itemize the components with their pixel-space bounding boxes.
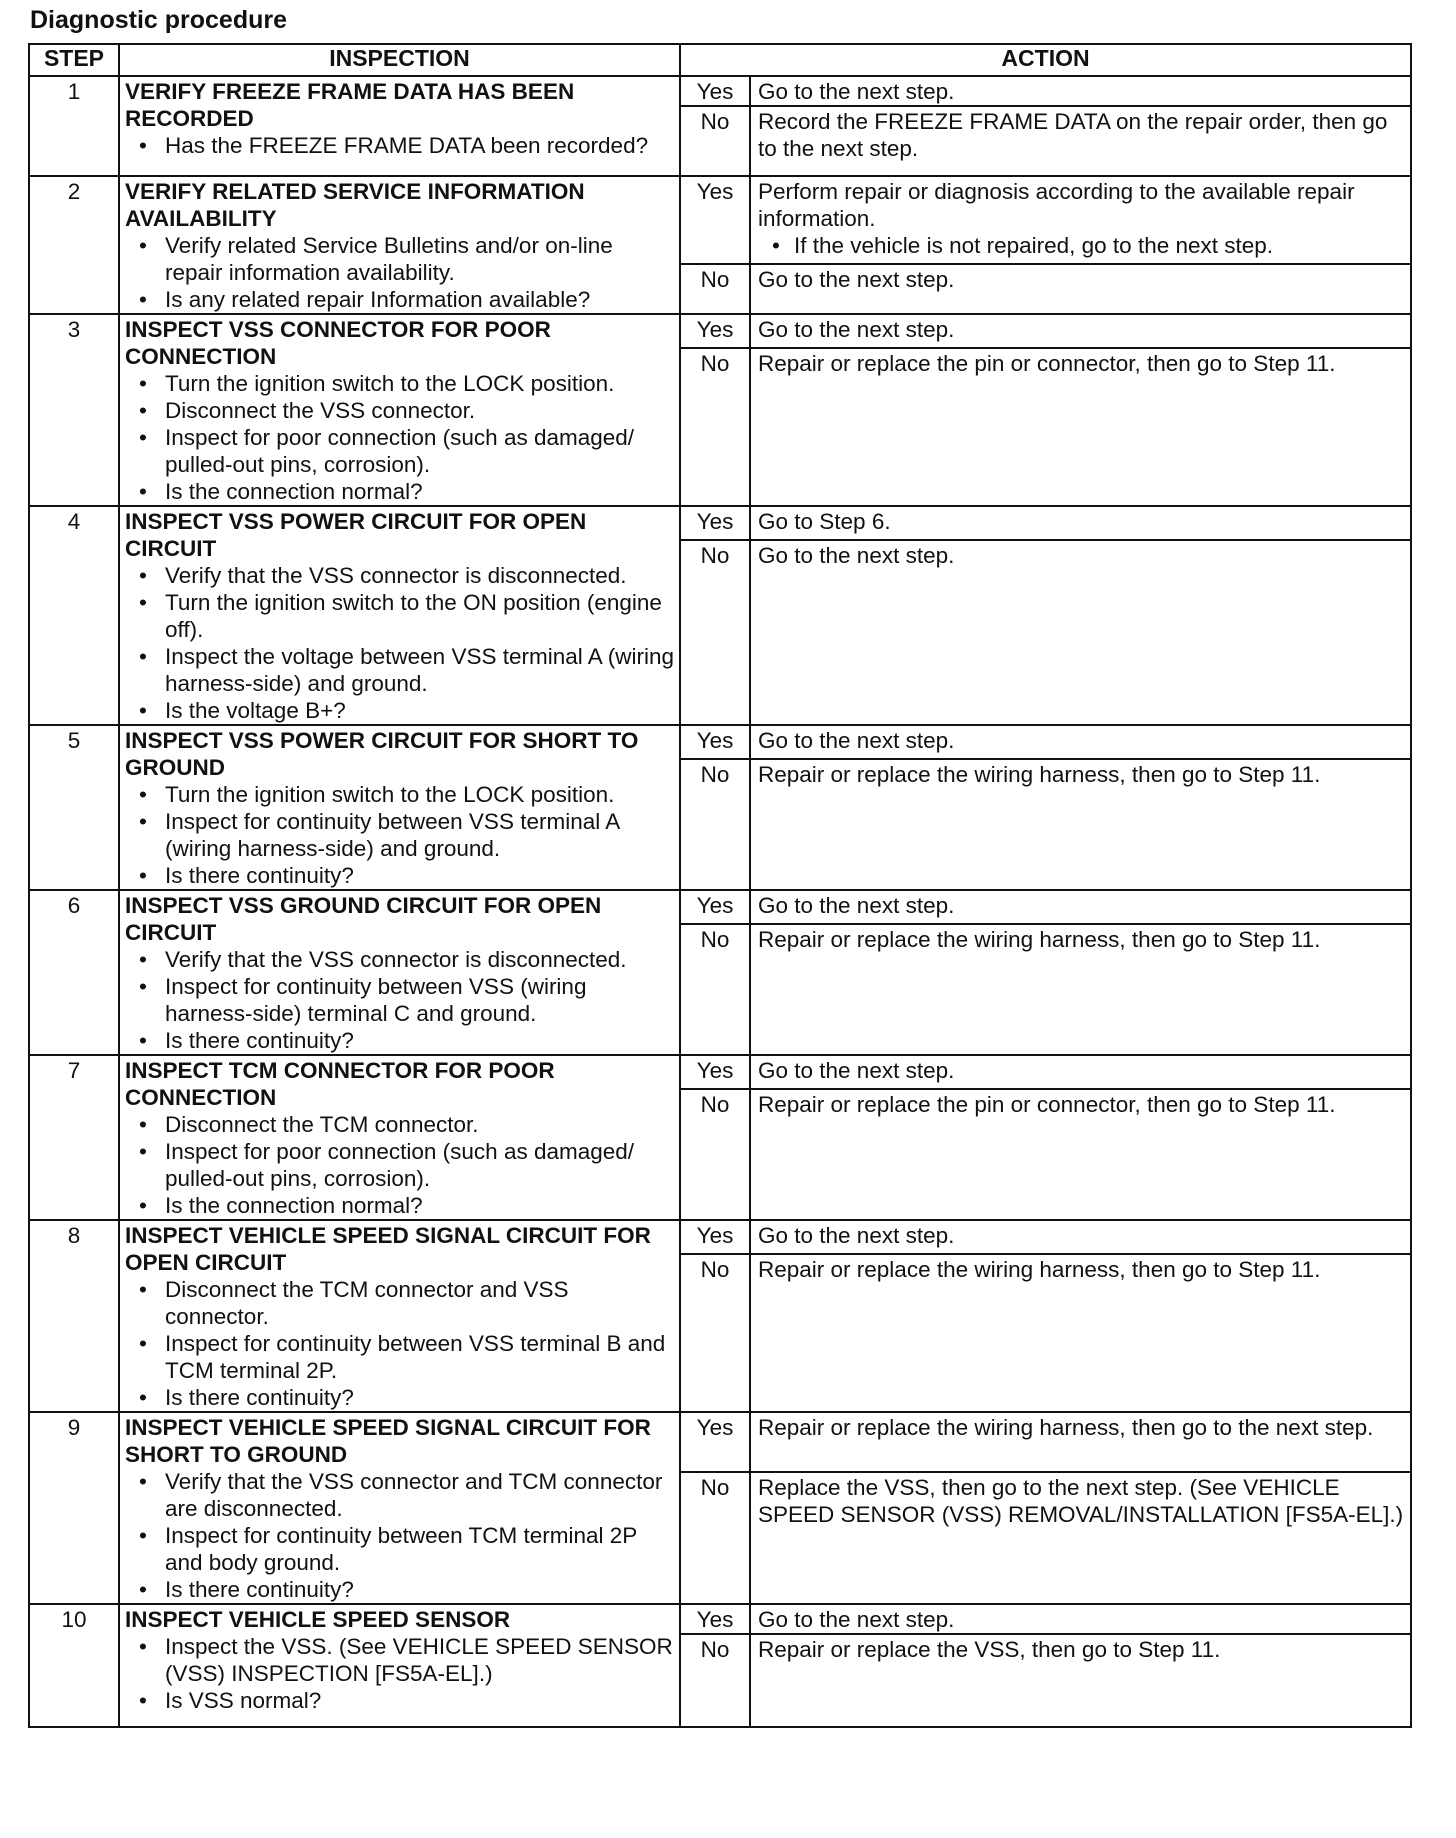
yes-label: Yes	[680, 76, 750, 106]
no-label: No	[680, 759, 750, 890]
inspection-item: • Is there continuity?	[125, 1384, 675, 1411]
no-label: No	[680, 924, 750, 1055]
inspection-title: VERIFY RELATED SERVICE INFORMATION AVAILABILITY	[125, 179, 585, 231]
yes-label: Yes	[680, 314, 750, 348]
no-action	[750, 1634, 1411, 1727]
step-row-9	[29, 1412, 1411, 1472]
action-column-header: ACTION	[680, 44, 1411, 76]
no-label: No	[680, 106, 750, 176]
yes-action	[750, 506, 1411, 540]
inspection-cell	[119, 314, 680, 506]
yes-action	[750, 314, 1411, 348]
yes-action	[750, 890, 1411, 924]
inspection-checklist	[125, 1468, 675, 1603]
action-text: Replace the VSS, then go to the next step. (See VEHICLE SPEED SENSOR (VSS) REMOVAL/INSTALLATION [FS5A-EL].)	[758, 1474, 1404, 1527]
inspection-cell	[119, 890, 680, 1055]
yes-action	[750, 1412, 1411, 1472]
no-action	[750, 348, 1411, 506]
step-number: 4	[29, 506, 119, 725]
no-label: No	[680, 1254, 750, 1412]
no-label: No	[680, 1089, 750, 1220]
inspection-item: • Turn the ignition switch to the LOCK position.	[125, 781, 675, 808]
inspection-checklist	[125, 1633, 675, 1714]
inspection-item: • Disconnect the TCM connector.	[125, 1111, 675, 1138]
inspection-item: • Inspect for poor connection (such as damaged/ pulled-out pins, corrosion).	[125, 424, 675, 478]
step-row-6	[29, 890, 1411, 924]
inspection-cell	[119, 76, 680, 176]
action-text: Go to the next step.	[758, 893, 955, 918]
yes-action	[750, 1055, 1411, 1089]
inspection-checklist	[125, 1111, 675, 1219]
step-number: 1	[29, 76, 119, 176]
inspection-checklist	[125, 232, 675, 313]
no-action	[750, 1472, 1411, 1604]
step-column-header: STEP	[29, 44, 119, 76]
action-text: Repair or replace the wiring harness, then go to Step 11.	[758, 1256, 1321, 1282]
yes-action	[750, 76, 1411, 106]
inspection-item: • Is VSS normal?	[125, 1687, 675, 1714]
yes-label: Yes	[680, 1604, 750, 1634]
action-text: Go to the next step.	[758, 1607, 955, 1632]
inspection-title: INSPECT VEHICLE SPEED SENSOR	[125, 1607, 511, 1632]
inspection-checklist	[125, 1276, 675, 1411]
action-text: Go to the next step.	[758, 267, 955, 293]
action-text: Repair or replace the pin or connector, then go to Step 11.	[758, 350, 1336, 376]
inspection-title: INSPECT TCM CONNECTOR FOR POOR CONNECTION	[125, 1058, 555, 1110]
action-text: Go to the next step.	[758, 1058, 955, 1083]
inspection-title: INSPECT VEHICLE SPEED SIGNAL CIRCUIT FOR SHORT TO GROUND	[125, 1415, 651, 1467]
inspection-title: INSPECT VSS POWER CIRCUIT FOR OPEN CIRCUIT	[125, 509, 587, 561]
inspection-cell	[119, 1604, 680, 1727]
inspection-item: • Is there continuity?	[125, 1027, 675, 1054]
step-number: 8	[29, 1220, 119, 1412]
action-text: Go to the next step.	[758, 79, 955, 104]
inspection-column-header: INSPECTION	[119, 44, 680, 76]
yes-action	[750, 1220, 1411, 1254]
no-action	[750, 924, 1411, 1055]
action-text: Record the FREEZE FRAME DATA on the repair order, then go to the next step.	[758, 109, 1388, 161]
inspection-title: INSPECT VEHICLE SPEED SIGNAL CIRCUIT FOR OPEN CIRCUIT	[125, 1223, 651, 1275]
inspection-item: • Is the voltage B+?	[125, 697, 675, 724]
step-row-3	[29, 314, 1411, 348]
inspection-checklist	[125, 781, 675, 889]
table-header-row	[29, 44, 1411, 76]
yes-action	[750, 725, 1411, 759]
inspection-item: • Verify related Service Bulletins and/or on-line repair information availability.	[125, 232, 675, 286]
inspection-item: • Verify that the VSS connector is disconnected.	[125, 946, 675, 973]
inspection-cell	[119, 176, 680, 314]
inspection-cell	[119, 725, 680, 890]
no-label: No	[680, 1472, 750, 1604]
step-number: 2	[29, 176, 119, 314]
no-label: No	[680, 348, 750, 506]
inspection-item: • Inspect for continuity between VSS (wiring harness-side) terminal C and ground.	[125, 973, 675, 1027]
inspection-title: INSPECT VSS GROUND CIRCUIT FOR OPEN CIRCUIT	[125, 893, 602, 945]
inspection-item: • Turn the ignition switch to the ON position (engine off).	[125, 589, 675, 643]
inspection-checklist	[125, 370, 675, 505]
yes-label: Yes	[680, 1055, 750, 1089]
yes-label: Yes	[680, 725, 750, 759]
action-text: Repair or replace the pin or connector, then go to Step 11.	[758, 1091, 1336, 1117]
action-text: Perform repair or diagnosis according to the available repair information.	[758, 179, 1355, 231]
inspection-title: INSPECT VSS CONNECTOR FOR POOR CONNECTION	[125, 317, 551, 369]
no-action	[750, 106, 1411, 176]
no-label: No	[680, 1634, 750, 1727]
inspection-checklist	[125, 132, 675, 159]
action-text: Repair or replace the VSS, then go to Step 11.	[758, 1637, 1221, 1662]
action-text: Go to the next step.	[758, 1223, 955, 1248]
inspection-title: VERIFY FREEZE FRAME DATA HAS BEEN RECORDED	[125, 79, 575, 131]
inspection-title: INSPECT VSS POWER CIRCUIT FOR SHORT TO GROUND	[125, 728, 639, 780]
inspection-item: • Is the connection normal?	[125, 1192, 675, 1219]
yes-label: Yes	[680, 176, 750, 264]
step-row-8	[29, 1220, 1411, 1254]
step-number: 5	[29, 725, 119, 890]
step-row-4	[29, 506, 1411, 540]
inspection-checklist	[125, 562, 675, 724]
inspection-item: • Inspect for continuity between VSS terminal B and TCM terminal 2P.	[125, 1330, 675, 1384]
inspection-item: • Has the FREEZE FRAME DATA been recorded?	[125, 132, 675, 159]
action-subitem: • If the vehicle is not repaired, go to the next step.	[758, 232, 1404, 259]
step-number: 6	[29, 890, 119, 1055]
action-text: Repair or replace the wiring harness, then go to Step 11.	[758, 926, 1321, 952]
no-action	[750, 759, 1411, 890]
inspection-item: • Inspect the voltage between VSS terminal A (wiring harness-side) and ground.	[125, 643, 675, 697]
no-label: No	[680, 540, 750, 725]
inspection-item: • Inspect for continuity between TCM terminal 2P and body ground.	[125, 1522, 675, 1576]
inspection-item: • Turn the ignition switch to the LOCK position.	[125, 370, 675, 397]
inspection-item: • Is the connection normal?	[125, 478, 675, 505]
action-subitems	[758, 232, 1404, 259]
yes-label: Yes	[680, 1412, 750, 1472]
yes-action	[750, 176, 1411, 264]
step-row-1	[29, 76, 1411, 106]
no-action	[750, 1089, 1411, 1220]
inspection-item: • Inspect the VSS. (See VEHICLE SPEED SENSOR (VSS) INSPECTION [FS5A-EL].)	[125, 1633, 675, 1687]
inspection-cell	[119, 1412, 680, 1604]
inspection-checklist	[125, 946, 675, 1054]
no-action	[750, 1254, 1411, 1412]
step-row-10	[29, 1604, 1411, 1634]
inspection-cell	[119, 1055, 680, 1220]
yes-action	[750, 1604, 1411, 1634]
action-text: Repair or replace the wiring harness, then go to the next step.	[758, 1415, 1374, 1440]
no-label: No	[680, 264, 750, 314]
diagnostic-procedure-table	[28, 43, 1412, 1728]
inspection-item: • Disconnect the TCM connector and VSS connector.	[125, 1276, 675, 1330]
page-title: Diagnostic procedure	[30, 6, 287, 34]
step-number: 3	[29, 314, 119, 506]
step-number: 9	[29, 1412, 119, 1604]
inspection-item: • Verify that the VSS connector is disconnected.	[125, 562, 675, 589]
step-number: 7	[29, 1055, 119, 1220]
inspection-item: • Is there continuity?	[125, 862, 675, 889]
yes-label: Yes	[680, 1220, 750, 1254]
inspection-cell	[119, 506, 680, 725]
action-text: Go to the next step.	[758, 317, 955, 342]
step-number: 10	[29, 1604, 119, 1727]
action-text: Go to the next step.	[758, 543, 955, 569]
inspection-item: • Is there continuity?	[125, 1576, 675, 1603]
yes-label: Yes	[680, 890, 750, 924]
table-body	[29, 76, 1411, 1727]
step-row-2	[29, 176, 1411, 264]
inspection-cell	[119, 1220, 680, 1412]
inspection-item: • Inspect for continuity between VSS terminal A (wiring harness-side) and ground.	[125, 808, 675, 862]
step-row-5	[29, 725, 1411, 759]
action-text: Go to Step 6.	[758, 509, 891, 534]
inspection-item: • Inspect for poor connection (such as damaged/ pulled-out pins, corrosion).	[125, 1138, 675, 1192]
no-action	[750, 540, 1411, 725]
no-action	[750, 264, 1411, 314]
inspection-item: • Disconnect the VSS connector.	[125, 397, 675, 424]
yes-label: Yes	[680, 506, 750, 540]
step-row-7	[29, 1055, 1411, 1089]
action-text: Repair or replace the wiring harness, then go to Step 11.	[758, 761, 1321, 787]
action-text: Go to the next step.	[758, 728, 955, 753]
inspection-item: • Verify that the VSS connector and TCM connector are disconnected.	[125, 1468, 675, 1522]
inspection-item: • Is any related repair Information available?	[125, 286, 675, 313]
